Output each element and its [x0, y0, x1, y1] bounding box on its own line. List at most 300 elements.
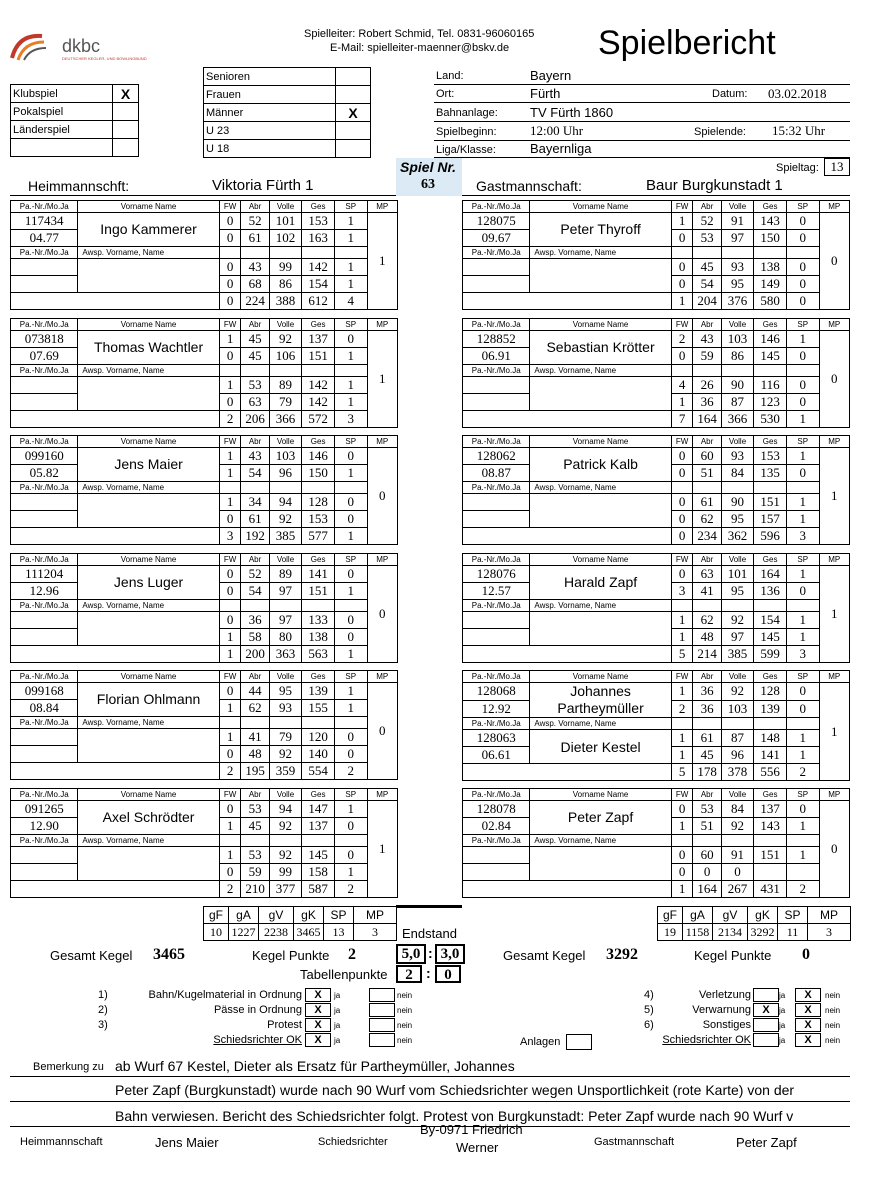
score-cell: 141	[754, 747, 787, 764]
total-spacer	[463, 293, 672, 310]
sub-birth	[463, 629, 530, 646]
player-pass-nr: 128076	[463, 566, 530, 583]
check-ja-label: ja	[334, 1036, 341, 1045]
check-label: Schiedsrichter OK	[662, 1034, 751, 1046]
score-cell: 137	[302, 331, 335, 348]
check-nein-box[interactable]	[369, 988, 395, 1002]
sub-pass-head: Pa.-Nr./Mo.Ja	[11, 482, 78, 494]
sub-pass-head: Pa.-Nr./Mo.Ja	[11, 717, 78, 729]
sub-birth	[11, 629, 78, 646]
col-head-name: Vorname Name	[78, 319, 219, 331]
sub-pass-head: Pa.-Nr./Mo.Ja	[463, 718, 530, 730]
score-cell: 0	[219, 511, 241, 528]
sub-head-row	[463, 482, 850, 494]
score-cell: 153	[754, 448, 787, 465]
col-head-abr: Abr	[693, 436, 721, 448]
score-cell: 91	[721, 847, 754, 864]
player-row	[11, 566, 398, 583]
player-birth: 02.84	[463, 818, 530, 835]
score-cell: 53	[241, 801, 269, 818]
score-cell: 145	[754, 629, 787, 646]
sub-pass-nr	[463, 612, 530, 629]
game-type-row	[11, 85, 139, 103]
empty-cell	[754, 247, 787, 259]
player-row	[463, 494, 850, 511]
col-head-ges: Ges	[302, 319, 335, 331]
sub-name-head: Awsp. Vorname, Name	[78, 717, 219, 729]
empty-cell	[334, 717, 367, 729]
endstand-home: 5,0	[396, 944, 426, 964]
game-type-mark[interactable]	[113, 121, 139, 139]
player-mp: 0	[819, 801, 849, 898]
col-head-ges: Ges	[302, 671, 335, 683]
score-cell: 97	[721, 230, 754, 247]
player-birth: 06.91	[463, 348, 530, 365]
total-cell: 556	[754, 764, 787, 781]
endstand-label: Endstand	[402, 926, 457, 941]
score-cell: 1	[334, 583, 367, 600]
sub-pass-nr	[463, 847, 530, 864]
score-cell: 133	[302, 612, 335, 629]
col-head-ges: Ges	[754, 554, 787, 566]
score-cell: 0	[671, 511, 693, 528]
col-head-sp: SP	[786, 436, 819, 448]
col-head-mp: MP	[367, 554, 397, 566]
empty-cell	[302, 482, 335, 494]
score-cell: 94	[269, 494, 302, 511]
score-cell: 60	[693, 448, 721, 465]
summary-value-cell: 3	[808, 924, 851, 941]
score-cell: 79	[269, 394, 302, 411]
score-cell: 96	[721, 747, 754, 764]
score-cell: 0	[219, 801, 241, 818]
score-cell: 149	[754, 276, 787, 293]
class-mark[interactable]: X	[336, 104, 371, 122]
col-head-name: Vorname Name	[530, 671, 671, 683]
check-nein-label: nein	[397, 991, 413, 1000]
check-nein-box[interactable]: X	[795, 1003, 821, 1017]
col-head-abr: Abr	[693, 554, 721, 566]
col-head-name: Vorname Name	[530, 436, 671, 448]
sub-birth	[11, 276, 78, 293]
total-cell: 363	[269, 646, 302, 663]
col-head-volle: Volle	[269, 436, 302, 448]
footer-guest-label: Gastmannschaft	[594, 1136, 675, 1148]
col-head-pass: Pa.-Nr./Mo.Ja	[11, 671, 78, 683]
score-cell: 92	[269, 331, 302, 348]
player-pass-nr: 128062	[463, 448, 530, 465]
player-name: Thomas Wachtler	[78, 331, 219, 365]
col-head-volle: Volle	[269, 201, 302, 213]
summary-value-cell: 3465	[294, 924, 324, 941]
total-cell: 3	[219, 528, 241, 545]
col-head-ges: Ges	[302, 201, 335, 213]
score-cell: 141	[302, 566, 335, 583]
score-cell: 0	[219, 259, 241, 276]
player-birth: 04.77	[11, 230, 78, 247]
footer-home-label: Heimmannschaft	[20, 1136, 103, 1148]
player-row	[463, 683, 850, 701]
total-cell: 431	[754, 881, 787, 898]
footer-ref-sign-2: Werner	[456, 1140, 499, 1155]
player-row	[11, 729, 398, 746]
score-cell: 0	[786, 683, 819, 701]
page-title: Spielbericht	[598, 24, 776, 62]
score-cell: 1	[334, 230, 367, 247]
col-head-name: Vorname Name	[78, 671, 219, 683]
player-block	[462, 670, 850, 781]
player-mp: 0	[819, 331, 849, 428]
score-cell: 1	[334, 465, 367, 482]
sub-pass-nr	[11, 494, 78, 511]
bahn-label: Bahnanlage:	[436, 107, 498, 119]
score-cell: 59	[241, 864, 269, 881]
empty-cell	[786, 600, 819, 612]
check-ja-box[interactable]	[753, 1033, 779, 1047]
col-head-fw: FW	[219, 789, 241, 801]
player-row	[11, 448, 398, 465]
empty-cell	[302, 600, 335, 612]
score-cell: 1	[334, 864, 367, 881]
total-cell: 3	[786, 528, 819, 545]
total-cell: 2	[786, 881, 819, 898]
sub-head-row	[11, 482, 398, 494]
col-head-pass: Pa.-Nr./Mo.Ja	[463, 201, 530, 213]
sub-player-name	[530, 612, 671, 646]
score-cell: 143	[754, 213, 787, 230]
score-cell: 0	[786, 276, 819, 293]
tabellen-label: Tabellenpunkte	[300, 967, 388, 982]
player-name: Peter Zapf	[530, 801, 671, 835]
score-cell: 52	[241, 213, 269, 230]
sub-name-head: Awsp. Vorname, Name	[78, 835, 219, 847]
score-cell: 142	[302, 377, 335, 394]
score-cell: 93	[721, 448, 754, 465]
col-head-abr: Abr	[693, 789, 721, 801]
col-head-ges: Ges	[754, 319, 787, 331]
check-label: Schiedsrichter OK	[213, 1034, 302, 1046]
score-cell: 153	[302, 213, 335, 230]
empty-cell	[721, 247, 754, 259]
game-type-mark[interactable]: X	[113, 85, 139, 103]
col-head-pass: Pa.-Nr./Mo.Ja	[11, 436, 78, 448]
remark-line-3: Bahn verwiesen. Bericht des Schiedsrichter folgt. Protest von Burgkunstadt: Peter Zapf wurde nach 90 Wurf v	[115, 1108, 794, 1124]
check-nein-box[interactable]	[369, 1018, 395, 1032]
check-nein-box[interactable]: X	[795, 1033, 821, 1047]
total-cell: 5	[671, 764, 693, 781]
score-cell: 94	[269, 801, 302, 818]
total-cell: 1	[671, 293, 693, 310]
sub-pass-head: Pa.-Nr./Mo.Ja	[463, 482, 530, 494]
check-number: 6)	[644, 1019, 654, 1031]
sub-pass-nr	[463, 494, 530, 511]
player-row	[11, 801, 398, 818]
anlagen-label: Anlagen	[520, 1036, 561, 1048]
col-head-fw: FW	[671, 436, 693, 448]
empty-cell	[241, 482, 269, 494]
score-cell: 0	[693, 864, 721, 881]
col-head-pass: Pa.-Nr./Mo.Ja	[463, 436, 530, 448]
empty-cell	[693, 835, 721, 847]
col-head-sp: SP	[786, 671, 819, 683]
score-cell: 1	[219, 700, 241, 717]
check-ja-box[interactable]	[753, 988, 779, 1002]
sub-name-head: Awsp. Vorname, Name	[78, 247, 219, 259]
sub-head-row	[11, 365, 398, 377]
score-cell: 0	[334, 746, 367, 763]
summary-head-cell: MP	[354, 907, 397, 924]
score-cell: 63	[693, 566, 721, 583]
score-cell: 1	[334, 276, 367, 293]
player-row	[463, 801, 850, 818]
sub-name-head: Awsp. Vorname, Name	[78, 365, 219, 377]
sub-birth	[463, 276, 530, 293]
score-cell: 43	[693, 331, 721, 348]
check-ja-label: ja	[779, 1021, 786, 1030]
sub-birth	[11, 511, 78, 528]
score-cell: 0	[721, 864, 754, 881]
check-ja-box[interactable]	[753, 1018, 779, 1032]
class-mark[interactable]	[336, 68, 371, 86]
game-type-empty	[11, 139, 113, 157]
sub-player-name	[78, 377, 219, 411]
sub-name-head: Awsp. Vorname, Name	[530, 365, 671, 377]
footer-home-sign: Jens Maier	[155, 1135, 219, 1150]
game-type-mark[interactable]	[113, 103, 139, 121]
check-ja-box[interactable]: X	[305, 988, 331, 1002]
total-cell: 2	[334, 763, 367, 780]
empty-cell	[786, 482, 819, 494]
class-row	[204, 140, 371, 158]
check-nein-label: nein	[825, 1036, 841, 1045]
empty-cell	[671, 482, 693, 494]
total-cell: 214	[693, 646, 721, 663]
sub-name-head: Awsp. Vorname, Name	[530, 718, 671, 730]
player-head-row	[11, 789, 398, 801]
class-row	[204, 86, 371, 104]
total-spacer	[463, 411, 672, 428]
score-cell: 0	[219, 612, 241, 629]
col-head-mp: MP	[819, 671, 849, 683]
empty-cell	[219, 482, 241, 494]
col-head-abr: Abr	[693, 671, 721, 683]
score-cell: 1	[334, 348, 367, 365]
score-cell: 1	[786, 511, 819, 528]
sub-pass-head: Pa.-Nr./Mo.Ja	[11, 600, 78, 612]
check-ja-label: ja	[779, 1006, 786, 1015]
col-head-pass: Pa.-Nr./Mo.Ja	[463, 789, 530, 801]
score-cell: 52	[241, 566, 269, 583]
score-cell: 61	[693, 730, 721, 747]
check-number: 1)	[98, 989, 108, 1001]
score-cell: 93	[269, 700, 302, 717]
total-cell: 210	[241, 881, 269, 898]
score-cell: 1	[786, 612, 819, 629]
col-head-sp: SP	[334, 554, 367, 566]
player-row	[463, 566, 850, 583]
sub-head-row	[463, 365, 850, 377]
col-head-volle: Volle	[721, 789, 754, 801]
score-cell: 89	[269, 377, 302, 394]
total-spacer	[463, 881, 672, 898]
player-pass-nr: 128078	[463, 801, 530, 818]
player-row	[463, 377, 850, 394]
class-label: Männer	[204, 104, 336, 122]
score-cell: 26	[693, 377, 721, 394]
sub-head-row	[11, 717, 398, 729]
col-head-mp: MP	[367, 319, 397, 331]
score-cell: 92	[269, 847, 302, 864]
summary-value-cell: 3292	[748, 924, 778, 941]
summary-value-cell: 3	[354, 924, 397, 941]
check-ja-label: ja	[334, 991, 341, 1000]
score-cell: 90	[721, 494, 754, 511]
empty-cell	[693, 600, 721, 612]
score-cell: 0	[671, 864, 693, 881]
total-cell: 1	[334, 528, 367, 545]
score-cell: 44	[241, 683, 269, 700]
empty-cell	[754, 365, 787, 377]
remark-line-2: Peter Zapf (Burgkunstadt) wurde nach 90 Wurf vom Schiedsrichter wegen Unsportlichkeit (rote Karte) von der	[115, 1082, 795, 1098]
check-number: 2)	[98, 1004, 108, 1016]
score-cell: 0	[786, 700, 819, 718]
player-row	[463, 847, 850, 864]
total-cell: 2	[334, 881, 367, 898]
score-cell: 1	[671, 629, 693, 646]
score-cell: 163	[302, 230, 335, 247]
score-cell: 123	[754, 394, 787, 411]
score-cell: 128	[302, 494, 335, 511]
score-cell: 0	[334, 629, 367, 646]
empty-cell	[241, 600, 269, 612]
total-cell: 0	[786, 293, 819, 310]
score-cell: 0	[786, 348, 819, 365]
check-nein-box[interactable]: X	[795, 1018, 821, 1032]
player-total-row	[463, 528, 850, 545]
check-nein-label: nein	[397, 1021, 413, 1030]
game-type-row	[11, 139, 139, 157]
home-gesamt-label: Gesamt Kegel	[50, 948, 133, 963]
check-nein-box[interactable]: X	[795, 988, 821, 1002]
anlagen-box[interactable]	[566, 1034, 592, 1050]
score-cell: 0	[671, 348, 693, 365]
score-cell: 51	[693, 818, 721, 835]
empty-cell	[786, 365, 819, 377]
score-cell: 103	[721, 700, 754, 718]
game-type-label: Klubspiel	[11, 85, 113, 103]
score-cell: 1	[334, 213, 367, 230]
player-pass-nr: 099160	[11, 448, 78, 465]
score-cell: 59	[693, 348, 721, 365]
score-cell: 1	[219, 818, 241, 835]
sub-head-row	[463, 600, 850, 612]
player-pass-nr: 099168	[11, 683, 78, 700]
player-head-row	[463, 319, 850, 331]
empty-cell	[334, 600, 367, 612]
summary-value-cell: 1158	[683, 924, 713, 941]
datum-value: 03.02.2018	[768, 86, 827, 101]
empty-cell	[721, 835, 754, 847]
empty-cell	[334, 365, 367, 377]
sub-pass-head: Pa.-Nr./Mo.Ja	[11, 247, 78, 259]
sub-birth	[11, 746, 78, 763]
col-head-sp: SP	[334, 789, 367, 801]
class-mark[interactable]	[336, 140, 371, 158]
col-head-volle: Volle	[269, 789, 302, 801]
player-row	[463, 213, 850, 230]
player-birth: 08.87	[463, 465, 530, 482]
col-head-name: Vorname Name	[78, 789, 219, 801]
col-head-pass: Pa.-Nr./Mo.Ja	[463, 319, 530, 331]
game-type-empty-mark[interactable]	[113, 139, 139, 157]
total-cell: 1	[671, 881, 693, 898]
score-cell: 84	[721, 465, 754, 482]
col-head-abr: Abr	[241, 319, 269, 331]
endstand-guest: 3,0	[435, 944, 465, 964]
game-type-row	[11, 121, 139, 139]
score-cell: 0	[219, 583, 241, 600]
score-cell: 1	[219, 494, 241, 511]
beginn-value: 12:00 Uhr	[530, 123, 584, 138]
check-nein-box[interactable]	[369, 1003, 395, 1017]
score-cell: 0	[671, 801, 693, 818]
check-ja-box[interactable]: X	[305, 1033, 331, 1047]
empty-cell	[754, 718, 787, 730]
score-cell: 1	[786, 818, 819, 835]
score-cell: 45	[241, 348, 269, 365]
player-birth: 09.67	[463, 230, 530, 247]
score-cell: 116	[754, 377, 787, 394]
sub-player-name	[530, 847, 671, 881]
player-block	[462, 318, 850, 428]
total-cell: 1	[334, 646, 367, 663]
check-ja-box[interactable]: X	[305, 1003, 331, 1017]
home-summary-head	[204, 907, 397, 924]
class-mark[interactable]	[336, 86, 371, 104]
empty-cell	[219, 835, 241, 847]
score-cell: 1	[786, 331, 819, 348]
player-row	[11, 494, 398, 511]
score-cell: 139	[754, 700, 787, 718]
class-mark[interactable]	[336, 122, 371, 140]
ort-label: Ort:	[436, 88, 455, 100]
score-cell: 91	[721, 213, 754, 230]
score-cell: 153	[302, 511, 335, 528]
score-cell: 89	[269, 566, 302, 583]
check-label: Bahn/Kugelmaterial in Ordnung	[148, 989, 302, 1001]
datum-label: Datum:	[712, 88, 748, 100]
score-cell: 58	[241, 629, 269, 646]
score-cell: 0	[786, 801, 819, 818]
total-cell: 4	[334, 293, 367, 310]
check-ja-box[interactable]: X	[305, 1018, 331, 1032]
check-label: Sonstiges	[702, 1019, 751, 1031]
player-birth: 08.84	[11, 700, 78, 717]
check-number: 5)	[644, 1004, 654, 1016]
check-ja-box[interactable]: X	[753, 1003, 779, 1017]
score-cell: 1	[334, 377, 367, 394]
check-nein-box[interactable]	[369, 1033, 395, 1047]
guest-gesamt-label: Gesamt Kegel	[503, 948, 586, 963]
score-cell: 101	[721, 566, 754, 583]
empty-cell	[671, 600, 693, 612]
sub-pass-nr	[11, 612, 78, 629]
player-total-row	[463, 881, 850, 898]
player-pass-nr: 111204	[11, 566, 78, 583]
player-birth: 12.92	[463, 700, 530, 718]
score-cell: 154	[754, 612, 787, 629]
col-head-mp: MP	[819, 789, 849, 801]
